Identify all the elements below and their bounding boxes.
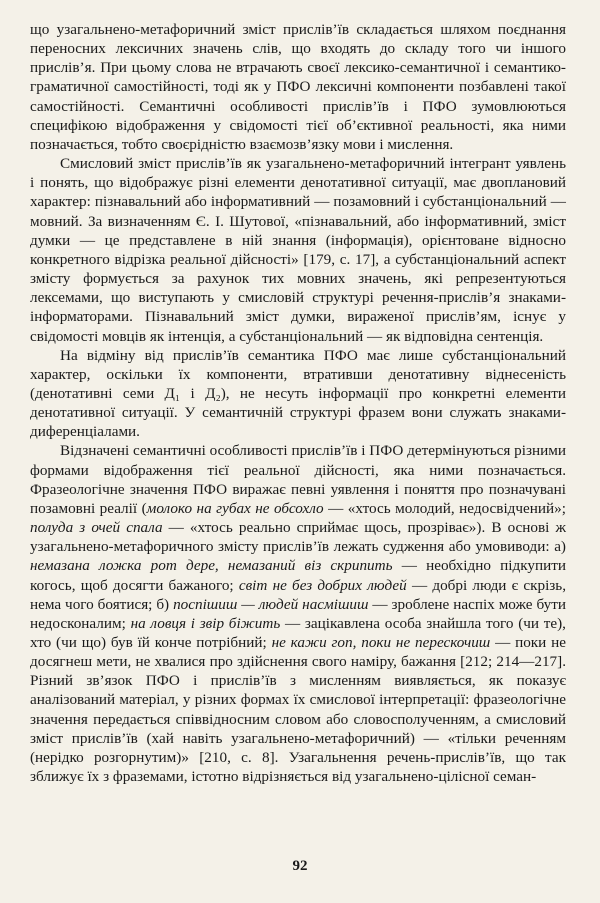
italic-run: не кажи гоп, поки не перескочиш — [271, 634, 491, 651]
text-run: Відзначені семантичні особливості прислів’їв і ПФО детермінуються різними формами відображення тієї реальної дійсності, яка ними позначається. Фразеологічне значення ПФО виражає певні уявлення і поняття про позначувані позамовні реалії ( — [30, 442, 566, 517]
paragraph — [30, 346, 566, 442]
text-run: — зроблене наспіх може бути недосконалим; — [30, 595, 566, 632]
page-number: 92 — [292, 858, 308, 874]
text-run: — зацікавлена особа знайшла того (чи те), хто (чи що) був їй конче потрібний; — [30, 614, 566, 651]
paragraph — [30, 441, 566, 786]
italic-run: на ловця і звір біжить — [130, 614, 281, 632]
italic-run: полуда з очей спала — [30, 519, 163, 537]
text-run: — «хтось молодий, недосвідчений»; — [323, 499, 566, 517]
body-text — [30, 20, 566, 786]
paragraph — [30, 20, 566, 154]
text-run: Смисловий зміст прислів’їв як узагальнено-метафоричний інтегрант уявлень і понять, що відображує різні елементи денотативної ситуації, має двоплановий характер: пізнавальний або інформативний — позамовний і субстанціональний — мовний. За визначенням Є. І. Шутової, «пізнавальний, або інформативний, зміст думки — це представлене в ній знання (інформація), орієнтоване відносно конкретного відрізка реальної дійсності» [179, с. 17], а субстанціональний аспект змісту формується за рахунок тих мовних значень, які репрезентуються лексемами, що виступають у смисловій структурі речення-прислів’я знаками-інформаторами. Пізнавальний зміст думки, вираженої прислів’ям, існує у свідомості мовців як інтенція, а субстанціональний — як відповідна сентенція. — [30, 155, 566, 345]
paragraph — [30, 154, 566, 346]
text-run: На відміну від прислів’їв семантика ПФО має лише субстанціональний характер, оскільки їх компоненти, втративши денотативну віднесеність (денотативні семи Д₁ і Д₂), не несуть інформації про конкретні елементи денотативної ситуації. У семантичній структурі фразем вони служать знаками-диференціалами. — [30, 346, 566, 441]
text-run: що узагальнено-метафоричний зміст прислів’їв складається шляхом поєднання переносних лексичних значень слів, що входять до складу того чи іншого прислів’я. При цьому слова не втрачають своєї лексико-семантичної і семантико-граматичної самостійності, тоді як у ПФО лексичні компоненти позбавлені такої самостійності. Семантичні особливості прислів’їв і ПФО зумовлюються специфікою відображення у свідомості тієї об’єктивної реальності, яка ними позначається, тобто своєрідністю взаємозв’язку мови і мислення. — [30, 21, 566, 153]
text-run: — поки не досягнеш мети, не хвалися про здійснення свого наміру, бажання [212; 214—217]. Різний зв’язок ПФО і прислів’їв з мисленням виявляється, як показує аналізований матеріал, у різних формах їх смислової інтерпретації: фразеологічне значення передається співвідносним словом або словосполученням, а смисловий зміст прислів’їв (хай навіть узагальнено-метафоричний) — «тільки реченням (нерідко розгорнутим)» [210, с. 8]. Узагальнення речень-прислів’їв, що так зближує їх з фраземами, істотно відрізняється від узагальнено-цілісної семан- — [30, 634, 566, 786]
italic-run: світ не без добрих людей — [238, 576, 407, 594]
italic-run: молоко на губах не обсохло — [146, 499, 324, 517]
italic-run: немазана ложка рот дере, немазаний віз скрипить — [30, 557, 393, 575]
text-run: — необхідно підкупити когось, щоб досягти бажаного; — [30, 557, 566, 594]
italic-run: поспішиш — людей насмішиш — [173, 595, 369, 613]
text-run: — «хтось реально сприймає щось, прозріває»). В основі ж узагальнено-метафоричного змісту прислів’їв лежать судження або умовиводи: а) — [30, 519, 566, 556]
text-run: — добрі люди є скрізь, нема чого боятися; б) — [30, 576, 567, 613]
